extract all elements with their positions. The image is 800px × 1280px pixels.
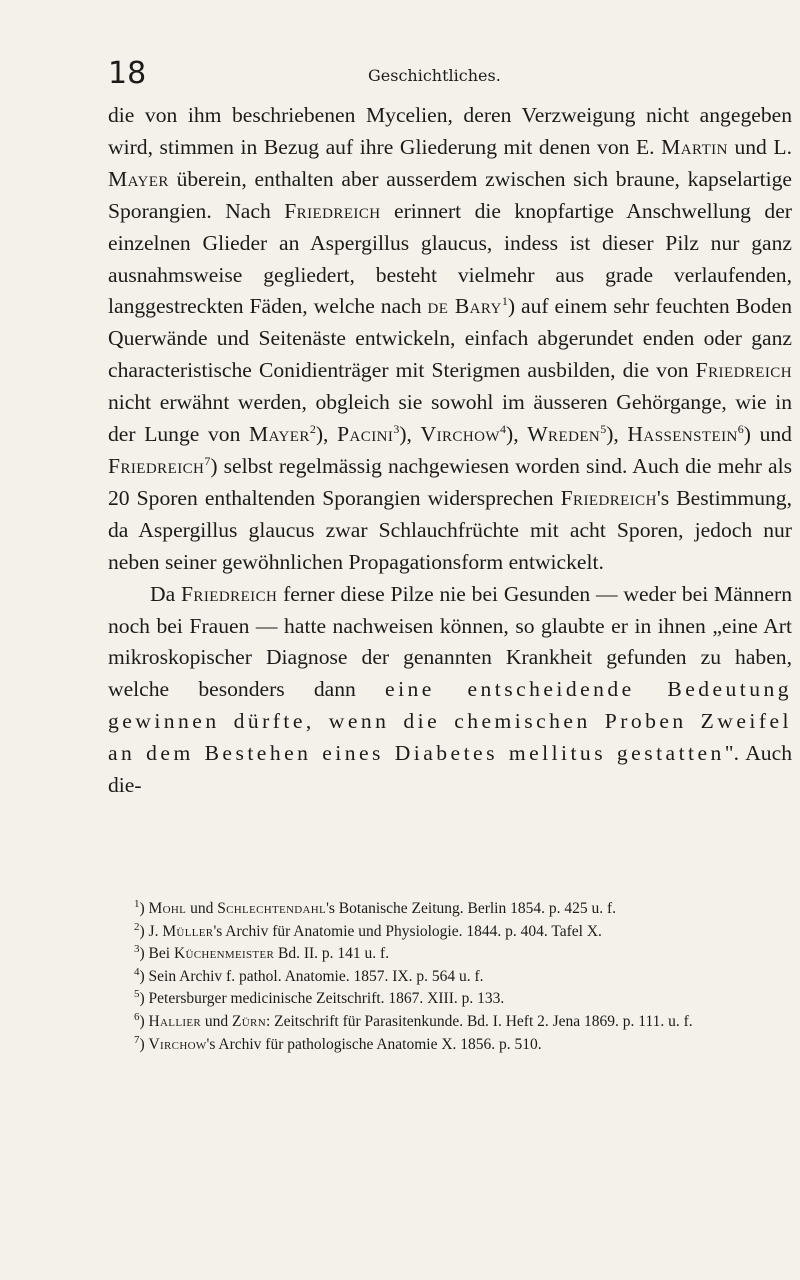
footnote: $^5$) Petersburger medicinische Zeitschrift. 1867. XIII. p. 133. (134, 988, 505, 1008)
author-name: Mayer (108, 166, 169, 191)
paragraph: die von ihm beschriebenen Mycelien, deren Verzweigung nicht angegeben wird, stimmen in Bezug auf ihre Gliederung mit denen von E. Martin und L. Mayer überein, enthalten aber ausserdem zwischen sich braune, kapselartige Sporangien. Nach Friedreich erinnert die knopfartige Anschwellung der einzelnen Glieder an Aspergillus glaucus, indess ist dieser Pilz nur ganz ausnahmsweise gegliedert, besteht vielmehr aus grade verlaufenden, langgestreckten Fäden, welche nach de Bary$^1$) auf einem sehr feuchten Boden Querwände und Seitenäste entwickeln, einfach abgerundet enden oder ganz characteristische Conidienträger mit Sterigmen ausbilden, die von Friedreich nicht erwähnt werden, obgleich sie sowohl im äusseren Gehörgange, wie in der Lunge von Mayer$^2$), Pacini$^3$), Virchow$^4$), Wreden$^5$), Hassenstein$^6$) und Friedreich$^7$) selbst regelmässig nachgewiesen worden sind. Auch die mehr als 20 Sporen enthaltenden Sporangien widersprechen Friedreich's Bestimmung, da Aspergillus glaucus zwar Schlauchfrüchte mit acht Sporen, jedoch nur neben seiner gewöhnlichen Propagationsform entwickelt. (108, 103, 792, 574)
footnote-ref: 6 (737, 421, 744, 436)
author-name: Virchow (420, 422, 500, 447)
author-name: Friedreich (695, 358, 792, 383)
author-name: Friedreich (284, 198, 381, 223)
footnote: $^2$) J. Müller's Archiv für Anatomie und Physiologie. 1844. p. 404. Tafel X. (134, 920, 602, 940)
page-number: 18 (108, 56, 147, 91)
author-name: Pacini (337, 422, 394, 447)
footnote: $^1$) Mohl und Schlechtendahl's Botanische Zeitung. Berlin 1854. p. 425 u. f. (134, 897, 617, 917)
footnote: $^3$) Bei Küchenmeister Bd. II. p. 141 u. f. (134, 943, 390, 963)
footnotes (108, 898, 792, 1056)
footnote-ref: 3 (393, 421, 400, 436)
paragraph: Da Friedreich ferner diese Pilze nie bei Gesunden — weder bei Männern noch bei Frauen — hatte nachweisen können, so glaubte er in ihnen „eine Art mikroskopischer Diagnose der genannten Krankheit gefunden zu haben, welche besonders dann eine entscheidende Bedeutung gewinnen dürfte, wenn die chemischen Proben Zweifel an dem Bestehen eines Diabetes mellitus gestatten". Auch die- (108, 581, 793, 798)
footnote: $^4$) Sein Archiv f. pathol. Anatomie. 1857. IX. p. 564 u. f. (134, 965, 484, 985)
running-head: Geschichtliches. (368, 66, 501, 85)
footnote-ref: 2 (309, 421, 316, 436)
author-name: Friedreich (560, 485, 657, 510)
footnote-ref: 7 (204, 453, 211, 468)
author-name: de Bary (427, 294, 502, 319)
footnote: $^7$) Virchow's Archiv für pathologische Anatomie X. 1856. p. 510. (134, 1033, 542, 1053)
author-name: Mayer (249, 422, 310, 447)
author-name: Wreden (527, 422, 601, 447)
page-header (108, 56, 788, 102)
quoted-emphasis: eine entscheidende Bedeutung gewinnen dürfte, wenn die chemischen Proben Zweifel an dem Bestehen eines Diabetes mellitus gestatten (108, 677, 792, 766)
author-name: Friedreich (108, 453, 205, 478)
main-text (108, 100, 792, 802)
author-name: Martin (661, 134, 728, 159)
footnote: $^6$) Hallier und Zürn: Zeitschrift für Parasitenkunde. Bd. I. Heft 2. Jena 1869. p. 111. u. f. (134, 1010, 693, 1030)
footnote-ref: 1 (501, 294, 508, 309)
author-name: Friedreich (180, 581, 278, 606)
footnote-ref: 4 (500, 421, 506, 436)
footnote-ref: 5 (600, 421, 607, 436)
author-name: Hassenstein (627, 422, 738, 447)
